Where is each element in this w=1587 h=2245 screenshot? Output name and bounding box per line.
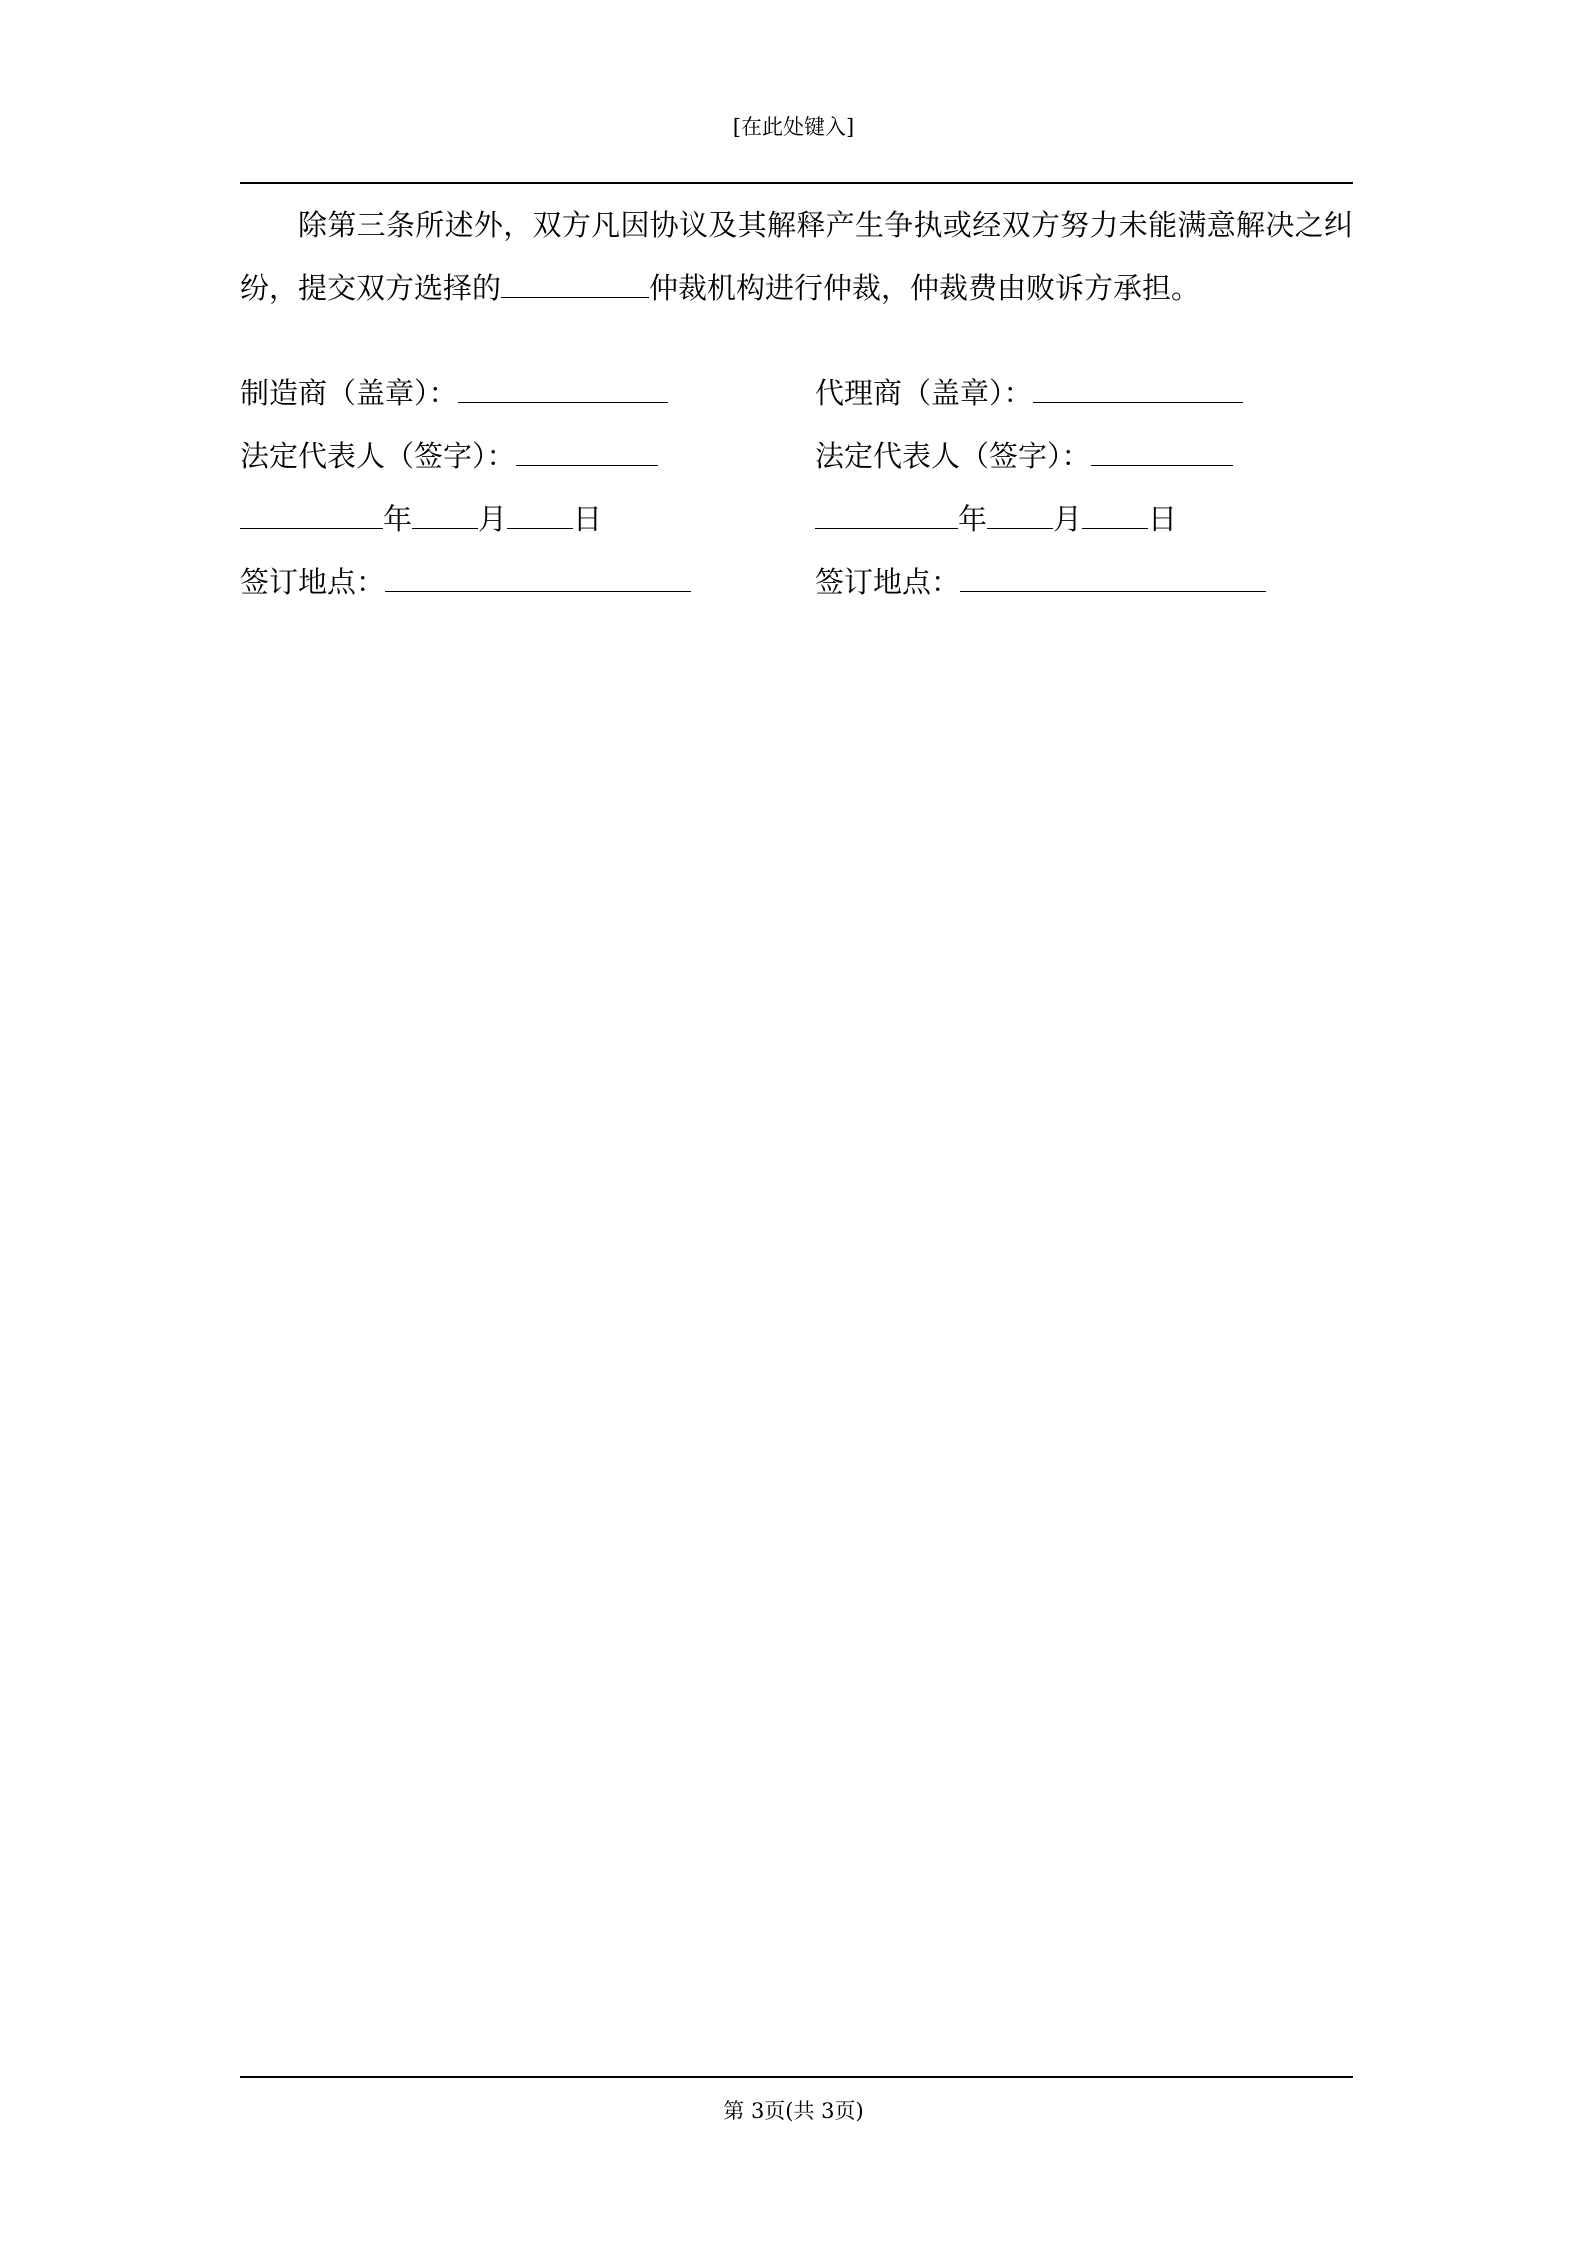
manufacturer-rep-label: 法定代表人（签字）： xyxy=(240,439,516,473)
agent-date-line xyxy=(815,488,1266,551)
arbitration-institution-blank[interactable] xyxy=(501,269,649,298)
agent-day-blank[interactable] xyxy=(1082,500,1148,529)
manufacturer-year-label: 年 xyxy=(383,502,413,536)
manufacturer-month-blank[interactable] xyxy=(412,500,478,529)
page-number: 第 3页(共 3页) xyxy=(723,2099,864,2123)
arbitration-clause xyxy=(240,194,1353,320)
agent-month-label: 月 xyxy=(1053,502,1083,536)
manufacturer-month-label: 月 xyxy=(478,502,508,536)
agent-seal-line xyxy=(815,362,1266,425)
agent-day-label: 日 xyxy=(1148,502,1178,536)
page-header: [在此处键入] xyxy=(732,115,855,139)
agent-year-blank[interactable] xyxy=(815,500,958,529)
agent-month-blank[interactable] xyxy=(987,500,1053,529)
agent-seal-blank[interactable] xyxy=(1033,374,1243,403)
manufacturer-seal-label: 制造商（盖章）： xyxy=(240,376,458,410)
manufacturer-seal-blank[interactable] xyxy=(458,374,668,403)
agent-rep-label: 法定代表人（签字）： xyxy=(815,439,1091,473)
manufacturer-rep-line xyxy=(240,425,691,488)
clause-text-part1: 除第三条所述外，双方凡因协议及其解释产生争执或经双方努力未能满意解决之纠纷，提交双方选择的 xyxy=(240,208,1353,305)
agent-rep-line xyxy=(815,425,1266,488)
manufacturer-signature-block xyxy=(240,362,691,614)
manufacturer-day-blank[interactable] xyxy=(507,500,573,529)
footer-divider xyxy=(240,2076,1353,2078)
clause-text-part2: 仲裁机构进行仲裁，仲裁费由败诉方承担。 xyxy=(649,271,1201,305)
agent-year-label: 年 xyxy=(958,502,988,536)
manufacturer-place-blank[interactable] xyxy=(385,563,691,592)
agent-place-line xyxy=(815,551,1266,614)
agent-seal-label: 代理商（盖章）： xyxy=(815,376,1033,410)
agent-place-label: 签订地点： xyxy=(815,565,961,599)
manufacturer-date-line xyxy=(240,488,691,551)
manufacturer-day-label: 日 xyxy=(573,502,603,536)
manufacturer-year-blank[interactable] xyxy=(240,500,383,529)
agent-signature-block xyxy=(815,362,1266,614)
manufacturer-rep-blank[interactable] xyxy=(516,437,658,466)
manufacturer-place-line xyxy=(240,551,691,614)
agent-place-blank[interactable] xyxy=(960,563,1266,592)
agent-rep-blank[interactable] xyxy=(1091,437,1233,466)
manufacturer-place-label: 签订地点： xyxy=(240,565,386,599)
manufacturer-seal-line xyxy=(240,362,691,425)
header-divider xyxy=(240,182,1353,184)
